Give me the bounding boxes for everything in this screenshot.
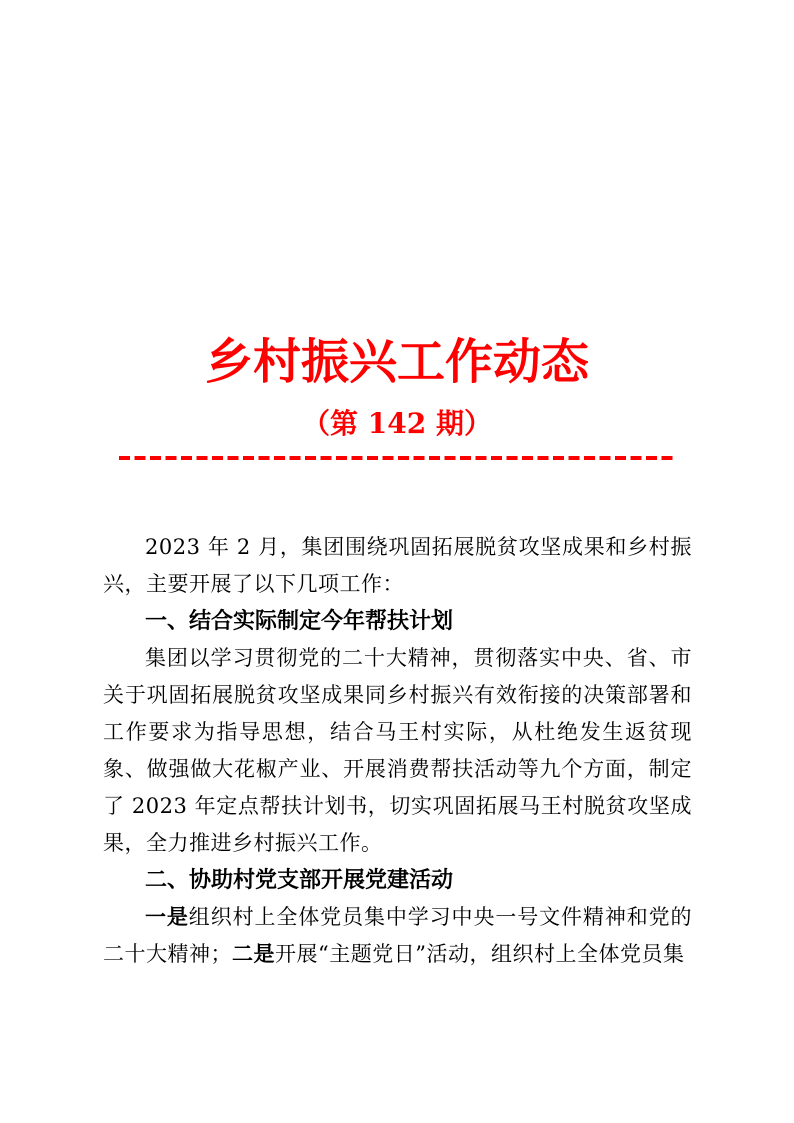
section-2-paragraph	[103, 899, 692, 973]
issue-number: （第 142 期）	[302, 407, 492, 440]
intro-paragraph: 2023 年 2 月，集团围绕巩固拓展脱贫攻坚成果和乡村振兴，主要开展了以下几项工作：	[103, 535, 692, 596]
list-marker-second: 二是	[232, 942, 275, 966]
list-item-second-text: 开展“主题党日”活动，组织村上全体党员集	[275, 942, 685, 966]
masthead	[0, 332, 794, 460]
document-body	[103, 529, 692, 973]
list-marker-first: 一是	[145, 905, 189, 929]
section-1-paragraph: 集团以学习贯彻党的二十大精神，贯彻落实中央、省、市关于巩固拓展脱贫攻坚成果同乡村振兴有效衔接的决策部署和工作要求为指导思想，结合马王村实际，从杜绝发生返贫现象、做强做大花椒产业、开展消费帮扶活动等九个方面，制定了 2023 年定点帮扶计划书，切实巩固拓展马王村脱贫攻坚成果，全力推进乡村振兴工作。	[103, 646, 692, 855]
bulletin-title: 乡村振兴工作动态	[204, 334, 589, 390]
section-heading-1: 一、结合实际制定今年帮扶计划	[145, 609, 454, 634]
dashed-divider	[119, 456, 676, 460]
list-item-first-text: 组织村上全体党员集中学习中央一号文件精神和党的二十大精神；	[103, 905, 693, 966]
section-heading-2: 二、协助村党支部开展党建活动	[145, 868, 454, 893]
